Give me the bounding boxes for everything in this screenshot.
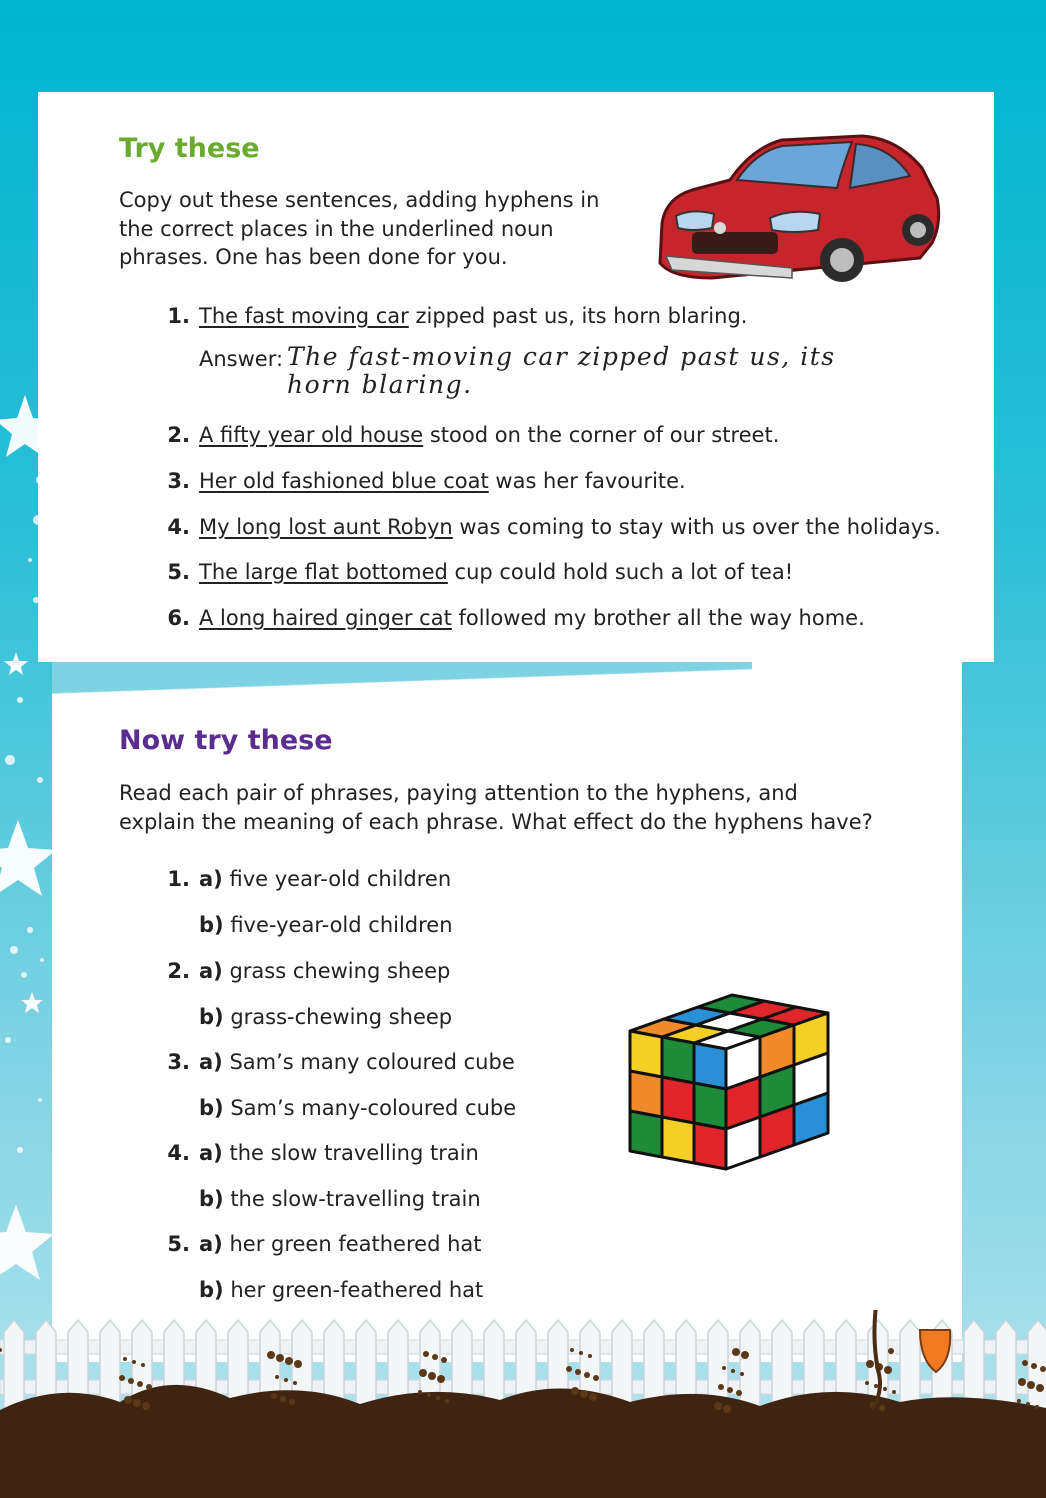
soil-speck [892,1390,896,1394]
phrase-text: the slow travelling train [229,1141,479,1165]
cube-sticker [630,1071,662,1117]
soil-speck [423,1351,429,1357]
soil-speck [714,1402,722,1410]
soil-speck [883,1387,887,1391]
soil-speck [588,1354,592,1358]
underlined-phrase: Her old fashioned blue coat [199,469,489,493]
handwritten-answer [287,343,836,399]
soil-speck [593,1375,599,1381]
option-label: a) [199,1050,223,1074]
soil-speck [133,1399,141,1407]
section-heading-try-these: Try these [119,133,260,164]
soil-speck [888,1348,894,1354]
option-label: b) [199,913,224,937]
cube-sticker [694,1123,726,1169]
soil-speck [128,1378,134,1384]
sentence-rest: cup could hold such a lot of tea! [447,560,794,584]
picket-fence [0,1310,1046,1498]
soil-speck [271,1393,277,1399]
soil-speck [571,1387,579,1395]
soil-speck [445,1399,449,1403]
item-number: 1. [167,304,190,328]
phrase-text: grass-chewing sheep [230,1005,453,1029]
underlined-phrase: A fifty year old house [199,423,424,447]
rubiks-cube-illustration [626,985,841,1205]
phrase-text: Sam’s many coloured cube [229,1050,515,1074]
soil-speck [727,1387,733,1393]
soil-speck [289,1399,295,1405]
sentence-rest: was coming to stay with us over the holidays. [452,515,941,539]
cube-sticker [662,1077,694,1123]
option-label: a) [199,1232,223,1256]
soil-speck [267,1351,275,1359]
sentence-rest: was her favourite. [488,469,686,493]
option-label: b) [199,1187,224,1211]
soil-speck [284,1378,288,1382]
cube-sticker [694,1043,726,1089]
cube-sticker [630,1111,662,1157]
card-divider-shape [52,662,752,702]
soil-speck [437,1375,445,1383]
soil-speck [580,1390,588,1398]
soil-speck [1018,1378,1026,1386]
soil-speck [575,1369,581,1375]
soil-speck [740,1372,744,1376]
item-number: 4. [167,515,190,539]
phrase-text: Sam’s many-coloured cube [230,1096,517,1120]
item-number: 4. [167,1141,190,1165]
soil-speck [1027,1381,1035,1389]
underlined-phrase: The large flat bottomed [199,560,448,584]
phrase-text: five-year-old children [230,913,453,937]
soil-speck [589,1393,597,1401]
item-number: 1. [167,867,190,891]
soil-speck [285,1357,293,1365]
soil-speck [280,1396,286,1402]
phrase-text: five year-old children [229,867,452,891]
soil-speck [718,1384,724,1390]
soil-speck [142,1402,150,1410]
cube-sticker [694,1083,726,1129]
option-label: a) [199,867,223,891]
option-label: b) [199,1005,224,1029]
answer-line-2: horn blaring. [287,370,473,399]
soil-speck [865,1381,869,1385]
soil-speck [276,1354,284,1362]
answer-line-1: The fast-moving car zipped past us, its [287,342,836,371]
soil-speck [731,1369,735,1373]
soil-speck [1022,1360,1028,1366]
soil-speck [1026,1402,1030,1406]
option-label: b) [199,1096,224,1120]
soil-speck [1036,1384,1044,1392]
item-number: 2. [167,423,190,447]
soil-speck [722,1366,726,1370]
soil-speck [884,1366,892,1374]
soil-speck [579,1351,583,1355]
soil-speck [741,1351,749,1359]
item-number: 3. [167,469,190,493]
soil-speck [723,1405,731,1413]
soil-speck [293,1381,297,1385]
section-intro-text: Read each pair of phrases, paying attention to the hyphens, and explain the meaning of each phrase. What effect do the hyphens have? [119,781,873,834]
soil-speck [418,1390,422,1394]
soil-speck [146,1384,152,1390]
soil-speck [432,1354,438,1360]
soil-speck [137,1381,143,1387]
soil-speck [1017,1399,1021,1403]
soil-speck [584,1372,590,1378]
soil-speck [566,1366,572,1372]
item-number: 6. [167,606,190,630]
item-number: 3. [167,1050,190,1074]
cube-sticker [630,1031,662,1077]
item-number: 2. [167,959,190,983]
section-intro-text: Copy out these sentences, adding hyphens in the correct places in the underlined noun phrases. One has been done for you. [119,188,600,269]
phrase-text: her green feathered hat [229,1232,482,1256]
soil-speck [294,1360,302,1368]
soil-speck [441,1357,447,1363]
phrase-text: the slow-travelling train [230,1187,481,1211]
soil-speck [124,1396,132,1404]
soil-speck [436,1396,440,1400]
soil-speck [879,1405,885,1411]
item-number: 5. [167,1232,190,1256]
sentence-rest: stood on the corner of our street. [423,423,780,447]
soil-speck [1035,1405,1039,1409]
soil-speck [570,1348,574,1352]
option-label: b) [199,1278,224,1302]
soil-speck [132,1360,136,1364]
soil-speck [419,1369,427,1377]
option-label: a) [199,1141,223,1165]
underlined-phrase: The fast moving car [199,304,409,328]
phrase-text: grass chewing sheep [229,959,451,983]
phrase-text: her green-feathered hat [230,1278,484,1302]
item-number: 5. [167,560,190,584]
soil-speck [428,1372,436,1380]
soil-speck [427,1393,431,1397]
soil [0,1385,1046,1498]
answer-label: Answer: [199,347,284,371]
cube-sticker [662,1117,694,1163]
soil-speck [874,1384,878,1388]
soil-speck [732,1348,740,1356]
underlined-phrase: A long haired ginger cat [199,606,452,630]
soil-speck [736,1390,742,1396]
soil-speck [866,1360,874,1368]
section-heading-now-try-these: Now try these [119,725,333,756]
red-car-illustration [652,128,942,298]
soil-speck [275,1375,279,1379]
soil-speck [123,1357,127,1361]
sentence-rest: zipped past us, its horn blaring. [408,304,748,328]
soil-speck [1031,1363,1037,1369]
soil-speck [1040,1366,1046,1372]
soil-speck [119,1375,125,1381]
underlined-phrase: My long lost aunt Robyn [199,515,453,539]
soil-speck [141,1363,145,1367]
cube-sticker [662,1037,694,1083]
sentence-rest: followed my brother all the way home. [451,606,865,630]
option-label: a) [199,959,223,983]
